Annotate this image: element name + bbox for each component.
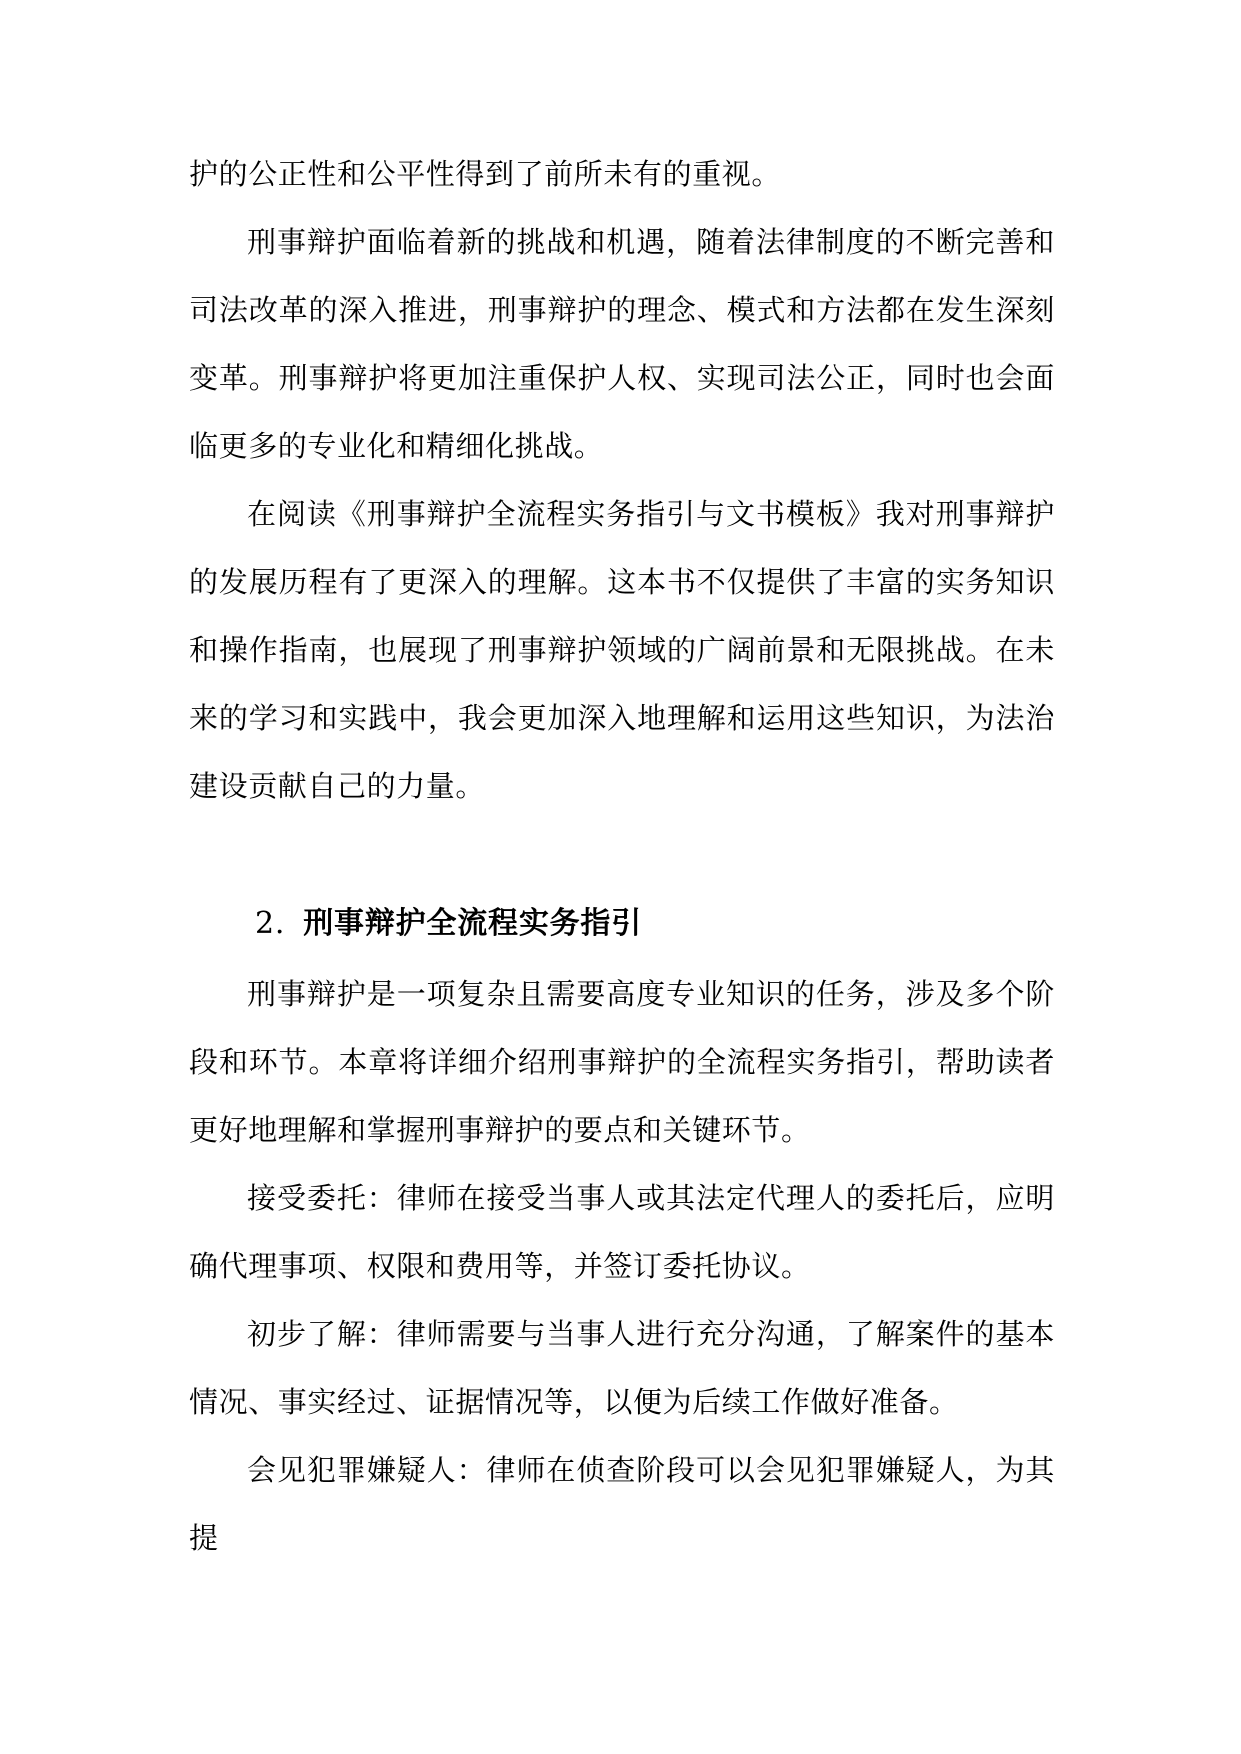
paragraph-challenges: 刑事辩护面临着新的挑战和机遇，随着法律制度的不断完善和司法改革的深入推进，刑事辩护的理念、模式和方法都在发生深刻变革。刑事辩护将更加注重保护人权、实现司法公正，同时也会面临更多的专业化和精细化挑战。 bbox=[189, 225, 1055, 463]
paragraph-meet-suspect: 会见犯罪嫌疑人：律师在侦查阶段可以会见犯罪嫌疑人，为其提 bbox=[189, 1453, 1055, 1555]
section-number: 2. bbox=[255, 906, 286, 941]
paragraph-initial-understanding: 初步了解：律师需要与当事人进行充分沟通，了解案件的基本情况、事实经过、证据情况等，以便为后续工作做好准备。 bbox=[189, 1317, 1055, 1419]
paragraph-reading-reflection: 在阅读《刑事辩护全流程实务指引与文书模板》我对刑事辩护的发展历程有了更深入的理解。这本书不仅提供了丰富的实务知识和操作指南，也展现了刑事辩护领域的广阔前景和无限挑战。在未来的学习和实践中，我会更加深入地理解和运用这些知识，为法治建设贡献自己的力量。 bbox=[189, 497, 1055, 803]
page-content bbox=[189, 140, 1055, 1572]
paragraph-continuation: 护的公正性和公平性得到了前所未有的重视。 bbox=[189, 157, 782, 191]
paragraph-chapter-intro: 刑事辩护是一项复杂且需要高度专业知识的任务，涉及多个阶段和环节。本章将详细介绍刑事辩护的全流程实务指引，帮助读者更好地理解和掌握刑事辩护的要点和关键环节。 bbox=[189, 977, 1055, 1147]
section-heading bbox=[189, 888, 1055, 960]
paragraph-accept-engagement: 接受委托：律师在接受当事人或其法定代理人的委托后，应明确代理事项、权限和费用等，并签订委托协议。 bbox=[189, 1181, 1055, 1283]
section-title: 刑事辩护全流程实务指引 bbox=[303, 906, 643, 941]
